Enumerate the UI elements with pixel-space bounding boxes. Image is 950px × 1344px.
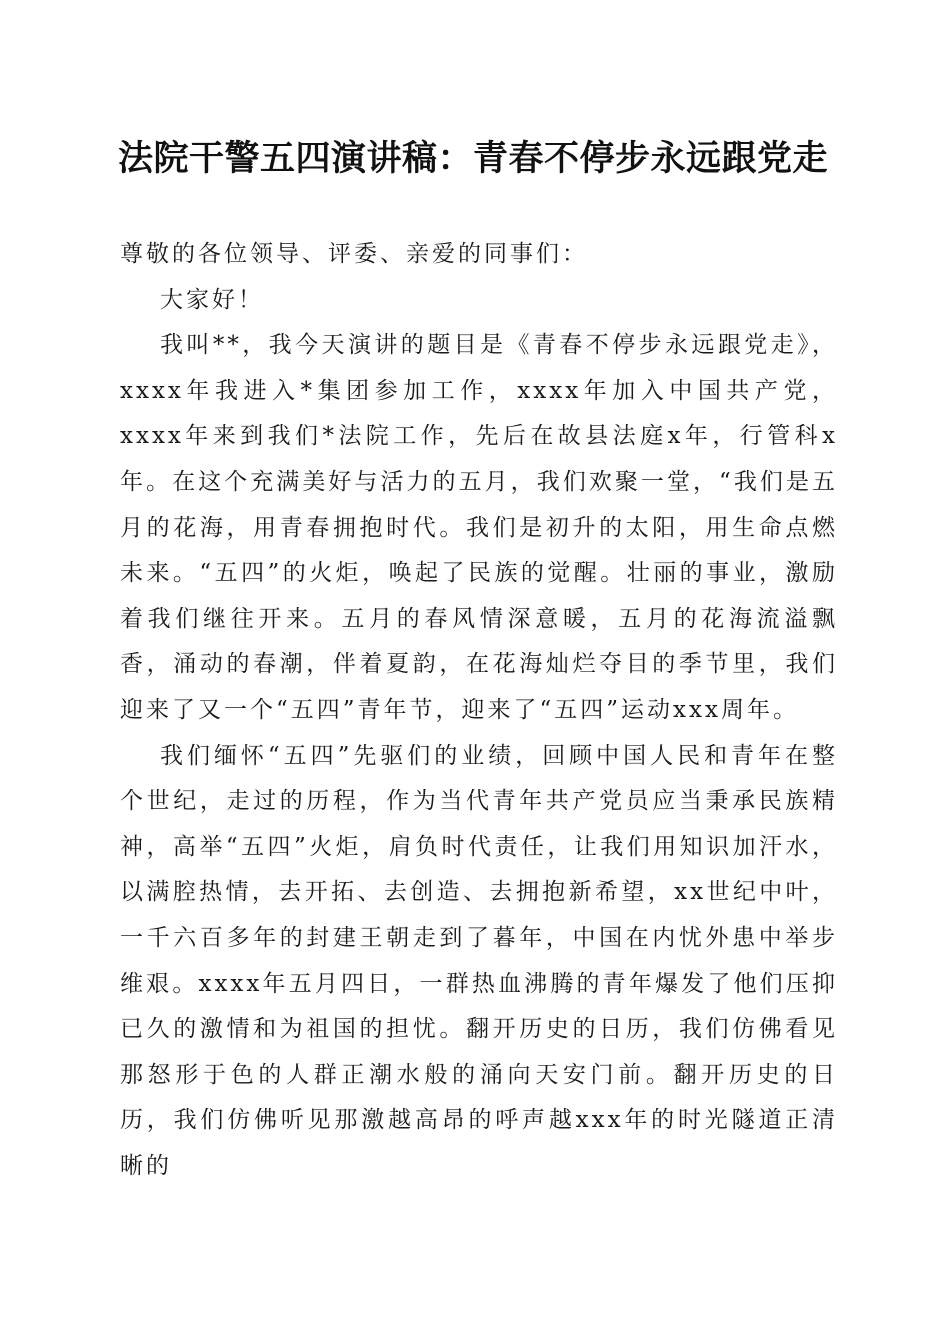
paragraph-greeting: 大家好！ bbox=[160, 286, 264, 313]
paragraph-history: 我们缅怀“五四”先驱们的业绩，回顾中国人民和青年在整个世纪，走过的历程，作为当代青年共产党员应当秉承民族精神，高举“五四”火炬，肩负时代责任，让我们用知识加汗水，以满腔热情，去开拓、去创造、去拥抱新希望，xx世纪中叶，一千六百多年的封建王朝走到了暮年，中国在内忧外患中举步维艰。xxxx年五月四日，一群热血沸腾的青年爆发了他们压抑已久的激情和为祖国的担忧。翻开历史的日历，我们仿佛看见那怒形于色的人群正潮水般的涌向天安门前。翻开历史的日历，我们仿佛听见那激越高昂的呼声越xxx年的时光隧道正清晰的 bbox=[120, 742, 838, 1179]
document-title: 法院干警五四演讲稿：青春不停步永远跟党走 bbox=[118, 138, 829, 179]
document-body bbox=[120, 232, 838, 1189]
salutation: 尊敬的各位领导、评委、亲爱的同事们： bbox=[120, 241, 588, 267]
paragraph-introduction: 我叫**，我今天演讲的题目是《青春不停步永远跟党走》，xxxx年我进入*集团参加工作，xxxx年加入中国共产党，xxxx年来到我们*法院工作，先后在故县法庭x年，行管科x年。在这个充满美好与活力的五月，我们欢聚一堂，“我们是五月的花海，用青春拥抱时代。我们是初升的太阳，用生命点燃未来。“五四”的火炬，唤起了民族的觉醒。壮丽的事业，激励着我们继往开来。五月的春风情深意暖，五月的花海流溢飘香，涌动的春潮，伴着夏韵，在花海灿烂夺目的季节里，我们迎来了又一个“五四”青年节，迎来了“五四”运动xxx周年。 bbox=[120, 332, 838, 723]
